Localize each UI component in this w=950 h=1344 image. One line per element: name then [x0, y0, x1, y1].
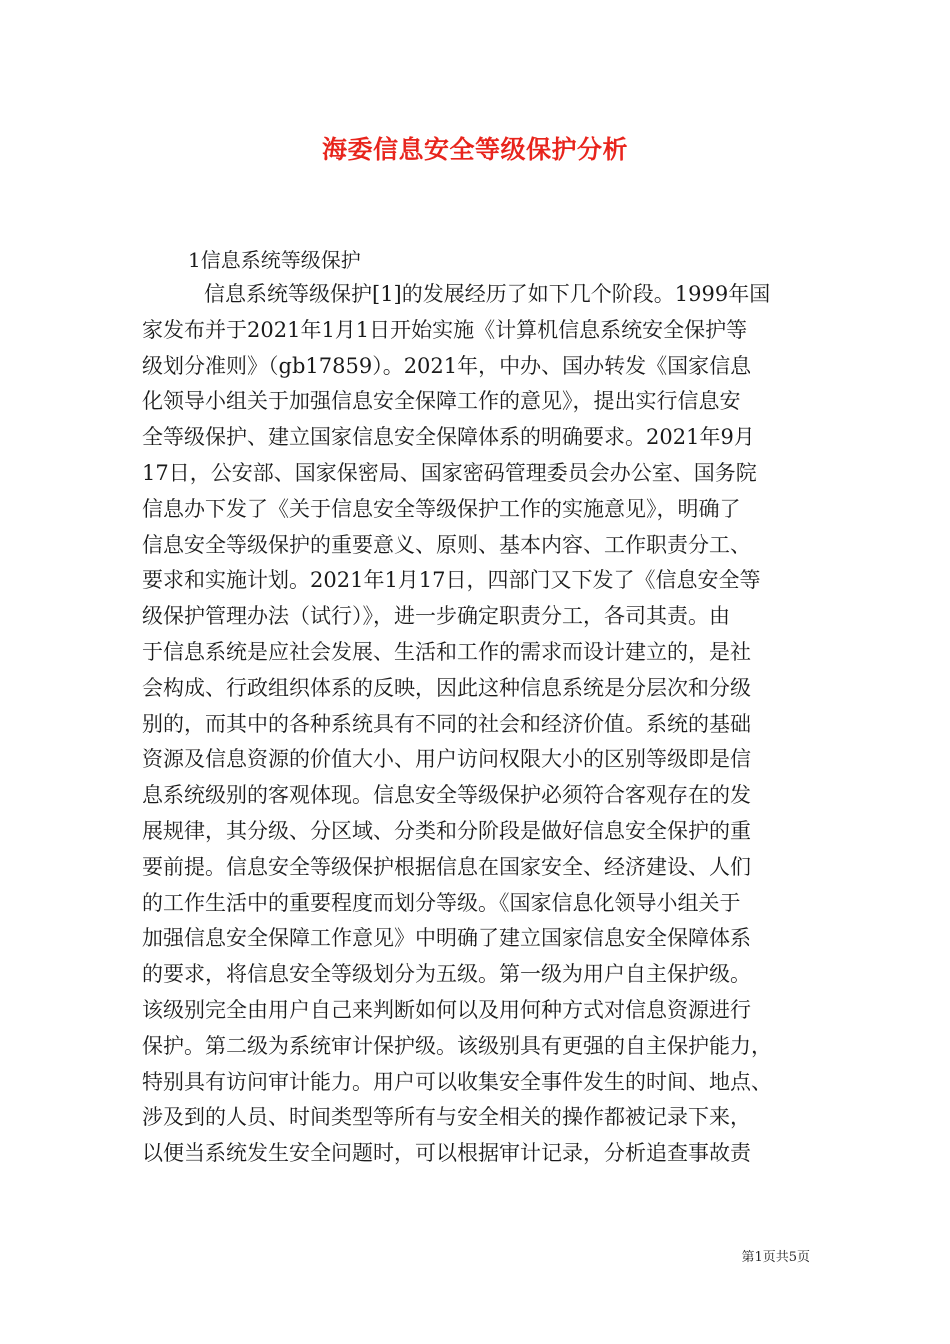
text-line: 信息安全等级保护的重要意义、原则、基本内容、工作职责分工、	[142, 532, 751, 557]
text-line: 资源及信息资源的价值大小、用户访问权限大小的区别等级即是信	[142, 747, 751, 772]
text-line: 会构成、行政组织体系的反映，因此这种信息系统是分层次和分级	[142, 675, 751, 700]
text-line: 信息办下发了《关于信息安全等级保护工作的实施意见》，明确了	[142, 496, 741, 521]
text-line: 信息系统等级保护[1]的发展经历了如下几个阶段。1999年国	[204, 282, 771, 306]
text-line: 化领导小组关于加强信息安全保障工作的意见》，提出实行信息安	[142, 389, 741, 414]
text-line: 该级别完全由用户自己来判断如何以及用何种方式对信息资源进行	[142, 997, 751, 1022]
document-title: 海委信息安全等级保护分析	[321, 135, 628, 164]
text-line: 的工作生活中的重要程度而划分等级。《国家信息化领导小组关于	[142, 890, 741, 915]
text-line: 级保护管理办法（试行）》，进一步确定职责分工，各司其责。由	[142, 604, 730, 629]
page-number-footer: 第1页共5页	[741, 1250, 810, 1265]
text-line: 特别具有访问审计能力。用户可以收集安全事件发生的时间、地点、	[142, 1069, 772, 1094]
text-line: 全等级保护、建立国家信息安全保障体系的明确要求。2021年9月	[142, 425, 755, 450]
text-line: 家发布并于2021年1月1日开始实施《计算机信息系统安全保护等	[142, 317, 748, 342]
text-line: 的要求，将信息安全等级划分为五级。第一级为用户自主保护级。	[142, 962, 751, 987]
text-line: 加强信息安全保障工作意见》中明确了建立国家信息安全保障体系	[142, 926, 751, 951]
text-line: 保护。第二级为系统审计保护级。该级别具有更强的自主保护能力，	[142, 1033, 772, 1058]
text-line: 别的，而其中的各种系统具有不同的社会和经济价值。系统的基础	[142, 711, 751, 736]
body-paragraph	[142, 277, 808, 1172]
text-line: 级划分准则》（gb17859）。2021年，中办、国办转发《国家信息	[142, 353, 752, 378]
text-line: 要前提。信息安全等级保护根据信息在国家安全、经济建设、人们	[142, 854, 751, 879]
text-line: 涉及到的人员、时间类型等所有与安全相关的操作都被记录下来，	[142, 1105, 751, 1130]
text-line: 要求和实施计划。2021年1月17日，四部门又下发了《信息安全等	[142, 568, 761, 593]
text-line: 息系统级别的客观体现。信息安全等级保护必须符合客观存在的发	[142, 783, 751, 808]
text-line: 17日，公安部、国家保密局、国家密码管理委员会办公室、国务院	[142, 460, 757, 485]
text-line: 以便当系统发生安全问题时，可以根据审计记录，分析追查事故责	[142, 1141, 751, 1166]
text-line: 展规律，其分级、分区域、分类和分阶段是做好信息安全保护的重	[142, 818, 751, 843]
text-line: 于信息系统是应社会发展、生活和工作的需求而设计建立的，是社	[142, 639, 751, 664]
section-heading: 1信息系统等级保护	[188, 248, 361, 272]
